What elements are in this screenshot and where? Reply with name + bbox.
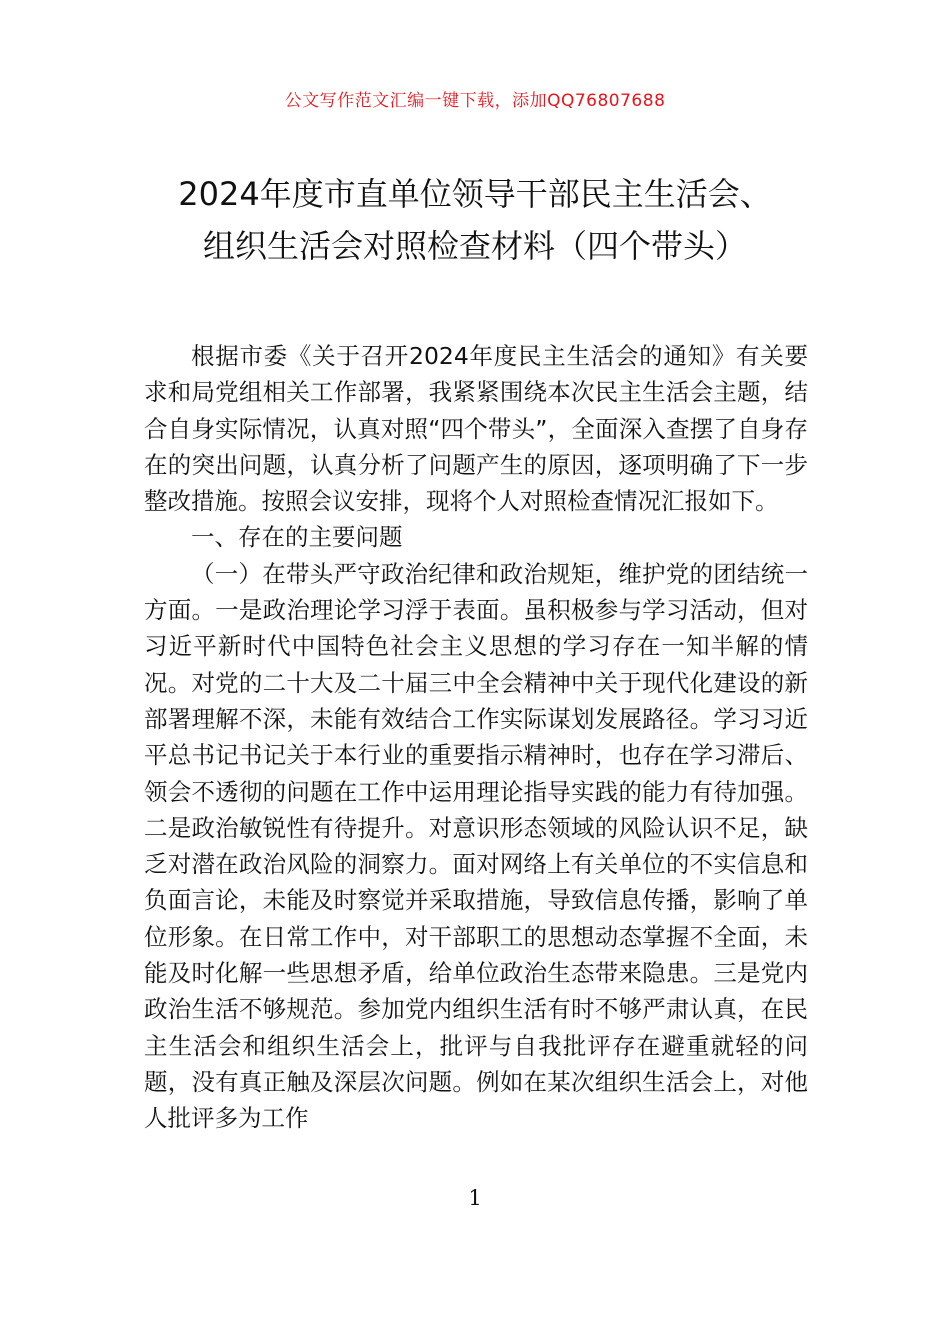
page-number: 1 <box>468 1186 482 1210</box>
title-line-2: 组织生活会对照检查材料（四个带头） <box>202 227 747 265</box>
section-heading: 一、存在的主要问题 <box>191 523 403 552</box>
subsection-paragraph: （一）在带头严守政治纪律和政治规矩，维护党的团结统一方面。一是政治理论学习浮于表面。虽积极参与学习活动，但对习近平新时代中国特色社会主义思想的学习存在一知半解的情况。对党的二十大及二十届三中全会精神中关于现代化建设的新部署理解不深，未能有效结合工作实际谋划发展路径。学习习近平总书记书记关于本行业的重要指示精神时，也存在学习滞后、领会不透彻的问题在工作中运用理论指导实践的能力有待加强。二是政治敏锐性有待提升。对意识形态领域的风险认识不足，缺乏对潜在政治风险的洞察力。面对网络上有关单位的不实信息和负面言论，未能及时察觉并采取措施，导致信息传播，影响了单位形象。在日常工作中，对干部职工的思想动态掌握不全面，未能及时化解一些思想矛盾，给单位政治生态带来隐患。三是党内政治生活不够规范。参加党内组织生活有时不够严肃认真，在民主生活会和组织生活会上，批评与自我批评存在避重就轻的问题，没有真正触及深层次问题。例如在某次组织生活会上，对他人批评多为工作 <box>144 559 808 1133</box>
title-line-1: 2024年度市直单位领导干部民主生活会、 <box>178 175 772 213</box>
document-body <box>144 338 808 1137</box>
promo-header-text: 公文写作范文汇编一键下载，添加QQ76807688 <box>284 91 666 111</box>
document-title <box>60 168 890 272</box>
intro-paragraph: 根据市委《关于召开2024年度民主生活会的通知》有关要求和局党组相关工作部署，我紧紧围绕本次民主生活会主题，结合自身实际情况，认真对照“四个带头”，全面深入查摆了自身存在的突出问题，认真分析了问题产生的原因，逐项明确了下一步整改措施。按照会议安排，现将个人对照检查情况汇报如下。 <box>144 342 808 516</box>
